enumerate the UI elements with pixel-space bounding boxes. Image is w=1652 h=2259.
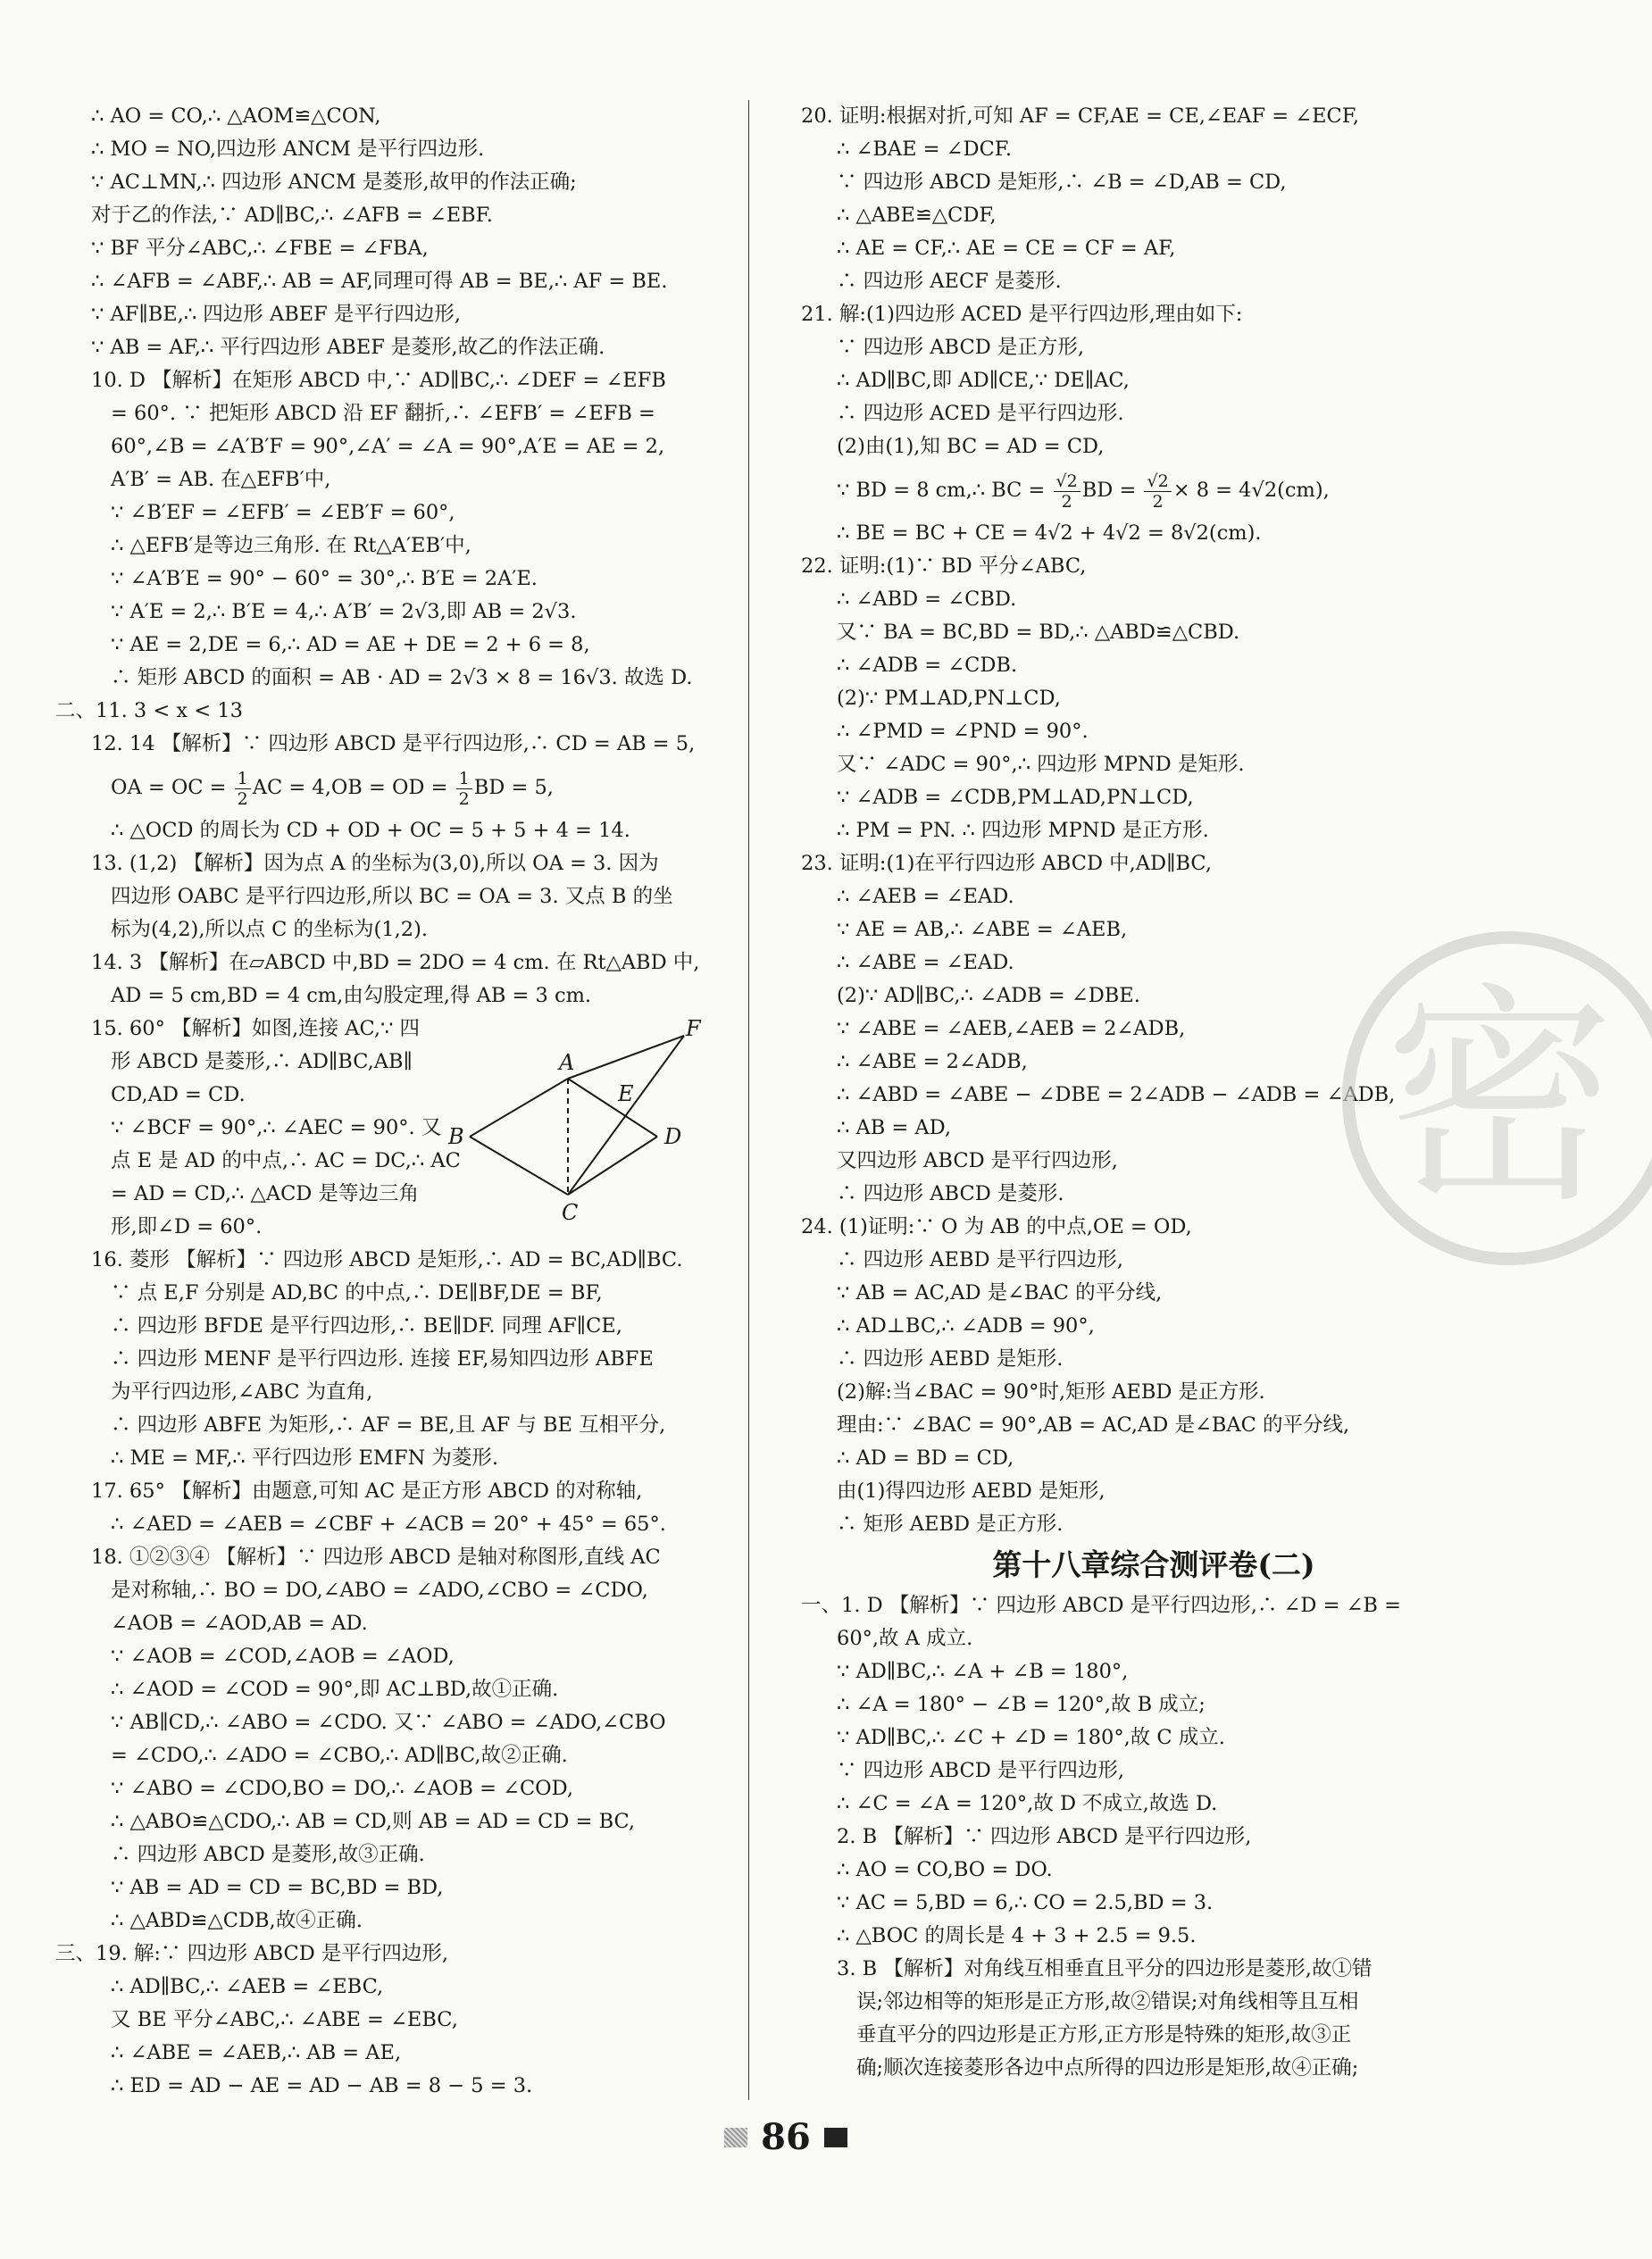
answer-line: ∵ ∠ABO = ∠CDO,BO = DO,∴ ∠AOB = ∠COD, [111,1777,573,1800]
answer-line: 又∵ BA = BC,BD = BD,∴ △ABD≌△CBD. [837,621,1240,644]
answer-line: (2)∵ PM⊥AD,PN⊥CD, [837,687,1061,710]
answer-line: 15. 60° 【解析】如图,连接 AC,∵ 四 [91,1017,421,1040]
answer-line: 误;邻边相等的矩形是正方形,故②错误;对角线相等且互相 [856,1990,1359,2013]
answer-line: ∴ AD∥BC,∴ ∠AEB = ∠EBC, [111,1975,384,1998]
answer-line: (2)解:当∠BAC = 90°时,矩形 AEBD 是正方形. [837,1380,1265,1404]
answer-line: AD = 5 cm,BD = 4 cm,由勾股定理,得 AB = 3 cm. [111,984,592,1007]
numerator: 1 [235,769,251,789]
answer-line: ∴ △ABO≌△CDO,∴ AB = CD,则 AB = AD = CD = BC, [111,1810,636,1833]
answer-line: 10. D 【解析】在矩形 ABCD 中,∵ AD∥BC,∴ ∠DEF = ∠EFB [91,369,666,392]
line-cf [568,1036,684,1195]
expression-text: × 8 = 4√2(cm), [1172,479,1330,502]
answer-line: ∴ 矩形 ABCD 的面积 = AB · AD = 2√3 × 8 = 16√3. 故选 D. [111,666,693,689]
answer-line: ∴ PM = PN. ∴ 四边形 MPND 是正方形. [837,819,1209,842]
answer-line: 标为(4,2),所以点 C 的坐标为(1,2). [111,918,429,941]
rhombus-diagram [434,1016,702,1239]
answer-line: ∴ MO = NO,四边形 ANCM 是平行四边形. [91,138,485,161]
answer-line: 14. 3 【解析】在▱ABCD 中,BD = 2DO = 4 cm. 在 Rt△ABD 中, [91,951,700,974]
answer-line: 四边形 OABC 是平行四边形,所以 BC = OA = 3. 又点 B 的坐 [111,885,673,908]
answer-line: ∵ A′E = 2,∴ B′E = 4,∴ A′B′ = 2√3,即 AB = 2√3. [111,600,577,623]
label-c: C [562,1200,579,1225]
answer-line: ∴ ∠PMD = ∠PND = 90°. [837,720,1089,743]
answer-line: 12. 14 【解析】∵ 四边形 ABCD 是平行四边形,∴ CD = AB = 5, [91,732,696,755]
answer-line: ∴ ∠ABE = ∠AEB,∴ AB = AE, [111,2041,402,2064]
edge-cb [470,1137,568,1195]
footer-left-square [724,2128,747,2147]
answer-line: 二、11. 3 < x < 13 [55,699,243,722]
answer-line: ∴ ∠AED = ∠AEB = ∠CBF + ∠ACB = 20° + 45° = 65°. [111,1513,666,1536]
answer-line: ∵ 点 E,F 分别是 AD,BC 的中点,∴ DE∥BF,DE = BF, [111,1281,603,1305]
answer-line: ∴ AO = CO,BO = DO. [837,1858,1053,1881]
answer-line: ∵ 四边形 ABCD 是矩形,∴ ∠B = ∠D,AB = CD, [837,171,1287,194]
answer-line: ∴ 矩形 AEBD 是正方形. [837,1513,1064,1536]
answer-line: ∴ AD⊥BC,∴ ∠ADB = 90°, [837,1314,1095,1338]
answer-line: ∠AOB = ∠AOD,AB = AD. [111,1612,368,1635]
answer-line: 17. 65° 【解析】由题意,可知 AC 是正方形 ABCD 的对称轴, [91,1480,643,1503]
answer-line: 确;顺次连接菱形各边中点所得的四边形是矩形,故④正确; [856,2056,1359,2080]
fraction [456,769,472,809]
rhombus-figure [434,1016,702,1239]
answer-line: ∴ △OCD 的周长为 CD + OD + OC = 5 + 5 + 4 = 14. [111,819,630,842]
answer-line: ∵ AE = 2,DE = 6,∴ AD = AE + DE = 2 + 6 = 8, [111,633,590,656]
edge-ab [470,1079,568,1137]
answer-line: ∵ AB = AC,AD 是∠BAC 的平分线, [837,1281,1163,1305]
answer-line: ∵ AE = AB,∴ ∠ABE = ∠AEB, [837,918,1128,941]
answer-line: ∴ 四边形 ABCD 是菱形. [837,1182,1064,1205]
answer-line: 对于乙的作法,∵ AD∥BC,∴ ∠AFB = ∠EBF. [91,204,493,227]
fraction-line [801,463,1506,517]
answer-line: ∴ ∠A = 180° − ∠B = 120°,故 B 成立; [837,1693,1206,1716]
expression-text: BD = 5, [473,776,554,799]
answer-line: ∵ ∠ADB = ∠CDB,PM⊥AD,PN⊥CD, [837,786,1194,809]
answer-line: ∵ AD∥BC,∴ ∠A + ∠B = 180°, [837,1660,1129,1683]
answer-line: 13. (1,2) 【解析】因为点 A 的坐标为(3,0),所以 OA = 3. 因为 [91,852,659,875]
edge-ad [568,1079,657,1137]
answer-line: 20. 证明:根据对折,可知 AF = CF,AE = CE,∠EAF = ∠ECF, [801,104,1359,128]
answer-line: 垂直平分的四边形是正方形,正方形是特殊的矩形,故③正 [856,2023,1352,2046]
expression-text: OA = OC = [111,776,233,799]
answer-line: ∴ ∠ABD = ∠CBD. [837,588,1017,611]
label-e: E [618,1081,634,1106]
answer-line: ∴ AD∥BC,即 AD∥CE,∵ DE∥AC, [837,369,1130,392]
answer-line: ∴ ∠BAE = ∠DCF. [837,138,1013,161]
edge-dc [568,1137,657,1195]
fraction [1144,471,1171,512]
denominator: 2 [1152,491,1164,512]
answer-line: 一、1. D 【解析】∵ 四边形 ABCD 是平行四边形,∴ ∠D = ∠B = [801,1594,1401,1617]
fraction-line [55,761,730,814]
answer-line: 3. B 【解析】对角线互相垂直且平分的四边形是菱形,故①错 [837,1957,1372,1980]
answer-line: ∴ 四边形 MENF 是平行四边形. 连接 EF,易知四边形 ABFE [111,1347,654,1371]
answer-line: ∵ ∠B′EF = ∠EFB′ = ∠EB′F = 60°, [111,501,455,524]
answer-line: ∴ ∠ABE = 2∠ADB, [837,1050,1028,1073]
answer-line: (2)由(1),知 BC = AD = CD, [837,435,1105,458]
answer-line: 60°,∠B = ∠A′B′F = 90°,∠A′ = ∠A = 90°,A′E = AE = 2, [111,435,665,458]
answer-line: ∴ △ABE≌△CDF, [837,204,997,227]
answer-line: ∵ BF 平分∠ABC,∴ ∠FBE = ∠FBA, [91,237,429,260]
answer-line: 形 ABCD 是菱形,∴ AD∥BC,AB∥ [111,1050,413,1073]
answer-line: ∴ ∠AOD = ∠COD = 90°,即 AC⊥BD,故①正确. [111,1678,559,1701]
numerator: √2 [1144,471,1171,492]
answer-line: ∴ ∠ADB = ∠CDB. [837,654,1018,677]
answer-line: ∴ 四边形 AECF 是菱形. [837,270,1062,293]
answer-line: 23. 证明:(1)在平行四边形 ABCD 中,AD∥BC, [801,852,1212,875]
answer-line: ∵ 四边形 ABCD 是正方形, [837,336,1085,359]
answer-line: ∵ 四边形 ABCD 是平行四边形, [837,1759,1125,1782]
answer-line: ∵ AB∥CD,∴ ∠ABO = ∠CDO. 又∵ ∠ABO = ∠ADO,∠CBO [111,1711,666,1734]
answer-line: ∵ AB = AD = CD = BC,BD = BD, [111,1876,444,1899]
expression-text: AC = 4,OB = OD = [252,776,455,799]
answer-line: ∵ AB = AF,∴ 平行四边形 ABEF 是菱形,故乙的作法正确. [91,336,605,359]
answer-line: ∵ ∠BCF = 90°,∴ ∠AEC = 90°. 又 [111,1116,442,1139]
answer-line: ∴ △EFB′是等边三角形. 在 Rt△A′EB′中, [111,534,471,557]
denominator: 2 [1061,491,1072,512]
answer-line: 是对称轴,∴ BO = DO,∠ABO = ∠ADO,∠CBO = ∠CDO, [111,1579,648,1602]
label-f: F [686,1016,701,1041]
answer-line: ∴ ED = AD − AE = AD − AB = 8 − 5 = 3. [111,2074,533,2097]
label-a: A [559,1050,575,1075]
column-divider [748,100,749,2100]
answer-line: 21. 解:(1)四边形 ACED 是平行四边形,理由如下: [801,303,1243,326]
denominator: 2 [458,788,470,809]
answer-line: ∵ ∠AOB = ∠COD,∠AOB = ∠AOD, [111,1645,455,1668]
line-af [568,1036,684,1079]
answer-line: 60°,故 A 成立. [837,1627,973,1650]
answer-line: CD,AD = CD. [111,1083,246,1106]
answer-line: = AD = CD,∴ △ACD 是等边三角 [111,1182,419,1205]
answer-line: ∴ ∠AFB = ∠ABF,∴ AB = AF,同理可得 AB = BE,∴ AF = BE. [91,270,668,293]
answer-line: 又∵ ∠ADC = 90°,∴ 四边形 MPND 是矩形. [837,753,1245,776]
page-footer [0,2116,1572,2158]
answer-line: 又 BE 平分∠ABC,∴ ∠ABE = ∠EBC, [111,2008,458,2031]
fraction [1054,471,1080,512]
fraction [235,769,251,809]
answer-line: ∴ 四边形 ACED 是平行四边形. [837,402,1124,425]
stamp-char: 密 [1384,964,1616,1234]
answer-line: 点 E 是 AD 的中点,∴ AC = DC,∴ AC [111,1149,461,1172]
answer-line: ∵ ∠ABE = ∠AEB,∠AEB = 2∠ADB, [837,1017,1186,1040]
answer-line: ∵ AC = 5,BD = 6,∴ CO = 2.5,BD = 3. [837,1891,1214,1914]
answer-line: 2. B 【解析】∵ 四边形 ABCD 是平行四边形, [837,1825,1252,1848]
answer-line: 三、19. 解:∵ 四边形 ABCD 是平行四边形, [55,1942,449,1965]
answer-line: 形,即∠D = 60°. [111,1215,263,1238]
numerator: √2 [1054,471,1080,492]
page-number: 86 [761,2116,811,2158]
answer-line: ∴ △ABD≌△CDB,故④正确. [111,1909,363,1932]
answer-line: ∴ AD = BD = CD, [837,1446,1014,1470]
answer-line: ∴ ∠AEB = ∠EAD. [837,885,1014,908]
answer-line: ∴ AE = CF,∴ AE = CE = CF = AF, [837,237,1176,260]
answer-line: ∵ AF∥BE,∴ 四边形 ABEF 是平行四边形, [91,303,462,326]
answer-line: 理由:∵ ∠BAC = 90°,AB = AC,AD 是∠BAC 的平分线, [837,1413,1350,1437]
answer-line: 24. (1)证明:∵ O 为 AB 的中点,OE = OD, [801,1215,1192,1238]
answer-line: = 60°. ∵ 把矩形 ABCD 沿 EF 翻折,∴ ∠EFB′ = ∠EFB = [111,402,655,425]
expression-text: BD = [1081,479,1143,502]
answer-line: ∴ AO = CO,∴ △AOM≌△CON, [91,104,381,128]
answer-line: ∵ AC⊥MN,∴ 四边形 ANCM 是菱形,故甲的作法正确; [91,171,577,194]
answer-line: A′B′ = AB. 在△EFB′中, [111,468,331,491]
answer-line: ∴ ∠ABD = ∠ABE − ∠DBE = 2∠ADB − ∠ADB = ∠ADB, [837,1083,1396,1106]
label-b: B [448,1124,464,1149]
answer-line: ∴ ∠ABE = ∠EAD. [837,951,1014,974]
answer-line: 22. 证明:(1)∵ BD 平分∠ABC, [801,554,1087,578]
answer-line: 又四边形 ABCD 是平行四边形, [837,1149,1118,1172]
section-title: 第十八章综合测评卷(二) [992,1547,1315,1582]
footer-right-square [824,2128,847,2147]
answer-line: ∴ ME = MF,∴ 平行四边形 EMFN 为菱形. [111,1446,499,1470]
answer-line: ∴ 四边形 BFDE 是平行四边形,∴ BE∥DF. 同理 AF∥CE, [111,1314,622,1338]
answer-line: ∴ 四边形 ABFE 为矩形,∴ AF = BE,且 AF 与 BE 互相平分, [111,1413,666,1437]
answer-line: 18. ①②③④ 【解析】∵ 四边形 ABCD 是轴对称图形,直线 AC [91,1546,661,1569]
label-d: D [664,1124,682,1149]
answer-line: ∵ ∠A′B′E = 90° − 60° = 30°,∴ B′E = 2A′E. [111,567,538,590]
numerator: 1 [456,769,472,789]
watermark-stamp [1331,884,1652,1330]
answer-line: = ∠CDO,∴ ∠ADO = ∠CBO,∴ AD∥BC,故②正确. [111,1744,568,1767]
expression-text: ∵ BD = 8 cm,∴ BC = [837,479,1052,502]
answer-line: 为平行四边形,∠ABC 为直角, [111,1380,373,1404]
answer-line: ∵ AD∥BC,∴ ∠C + ∠D = 180°,故 C 成立. [837,1726,1225,1749]
answer-line: ∴ 四边形 AEBD 是矩形. [837,1347,1064,1371]
answer-line: ∴ BE = BC + CE = 4√2 + 4√2 = 8√2(cm). [837,521,1262,545]
answer-line: ∴ 四边形 ABCD 是菱形,故③正确. [111,1843,425,1866]
answer-line: (2)∵ AD∥BC,∴ ∠ADB = ∠DBE. [837,984,1140,1007]
answer-line: ∴ △BOC 的周长是 4 + 3 + 2.5 = 9.5. [837,1924,1197,1947]
answer-line: 由(1)得四边形 AEBD 是矩形, [837,1480,1106,1503]
stamp-graphic [1331,884,1652,1330]
answer-line: ∴ 四边形 AEBD 是平行四边形, [837,1248,1123,1271]
answer-line: ∴ ∠C = ∠A = 120°,故 D 不成立,故选 D. [837,1792,1218,1815]
answer-line: ∴ AB = AD, [837,1116,952,1139]
answer-line: 16. 菱形 【解析】∵ 四边形 ABCD 是矩形,∴ AD = BC,AD∥BC. [91,1248,683,1271]
denominator: 2 [237,788,248,809]
